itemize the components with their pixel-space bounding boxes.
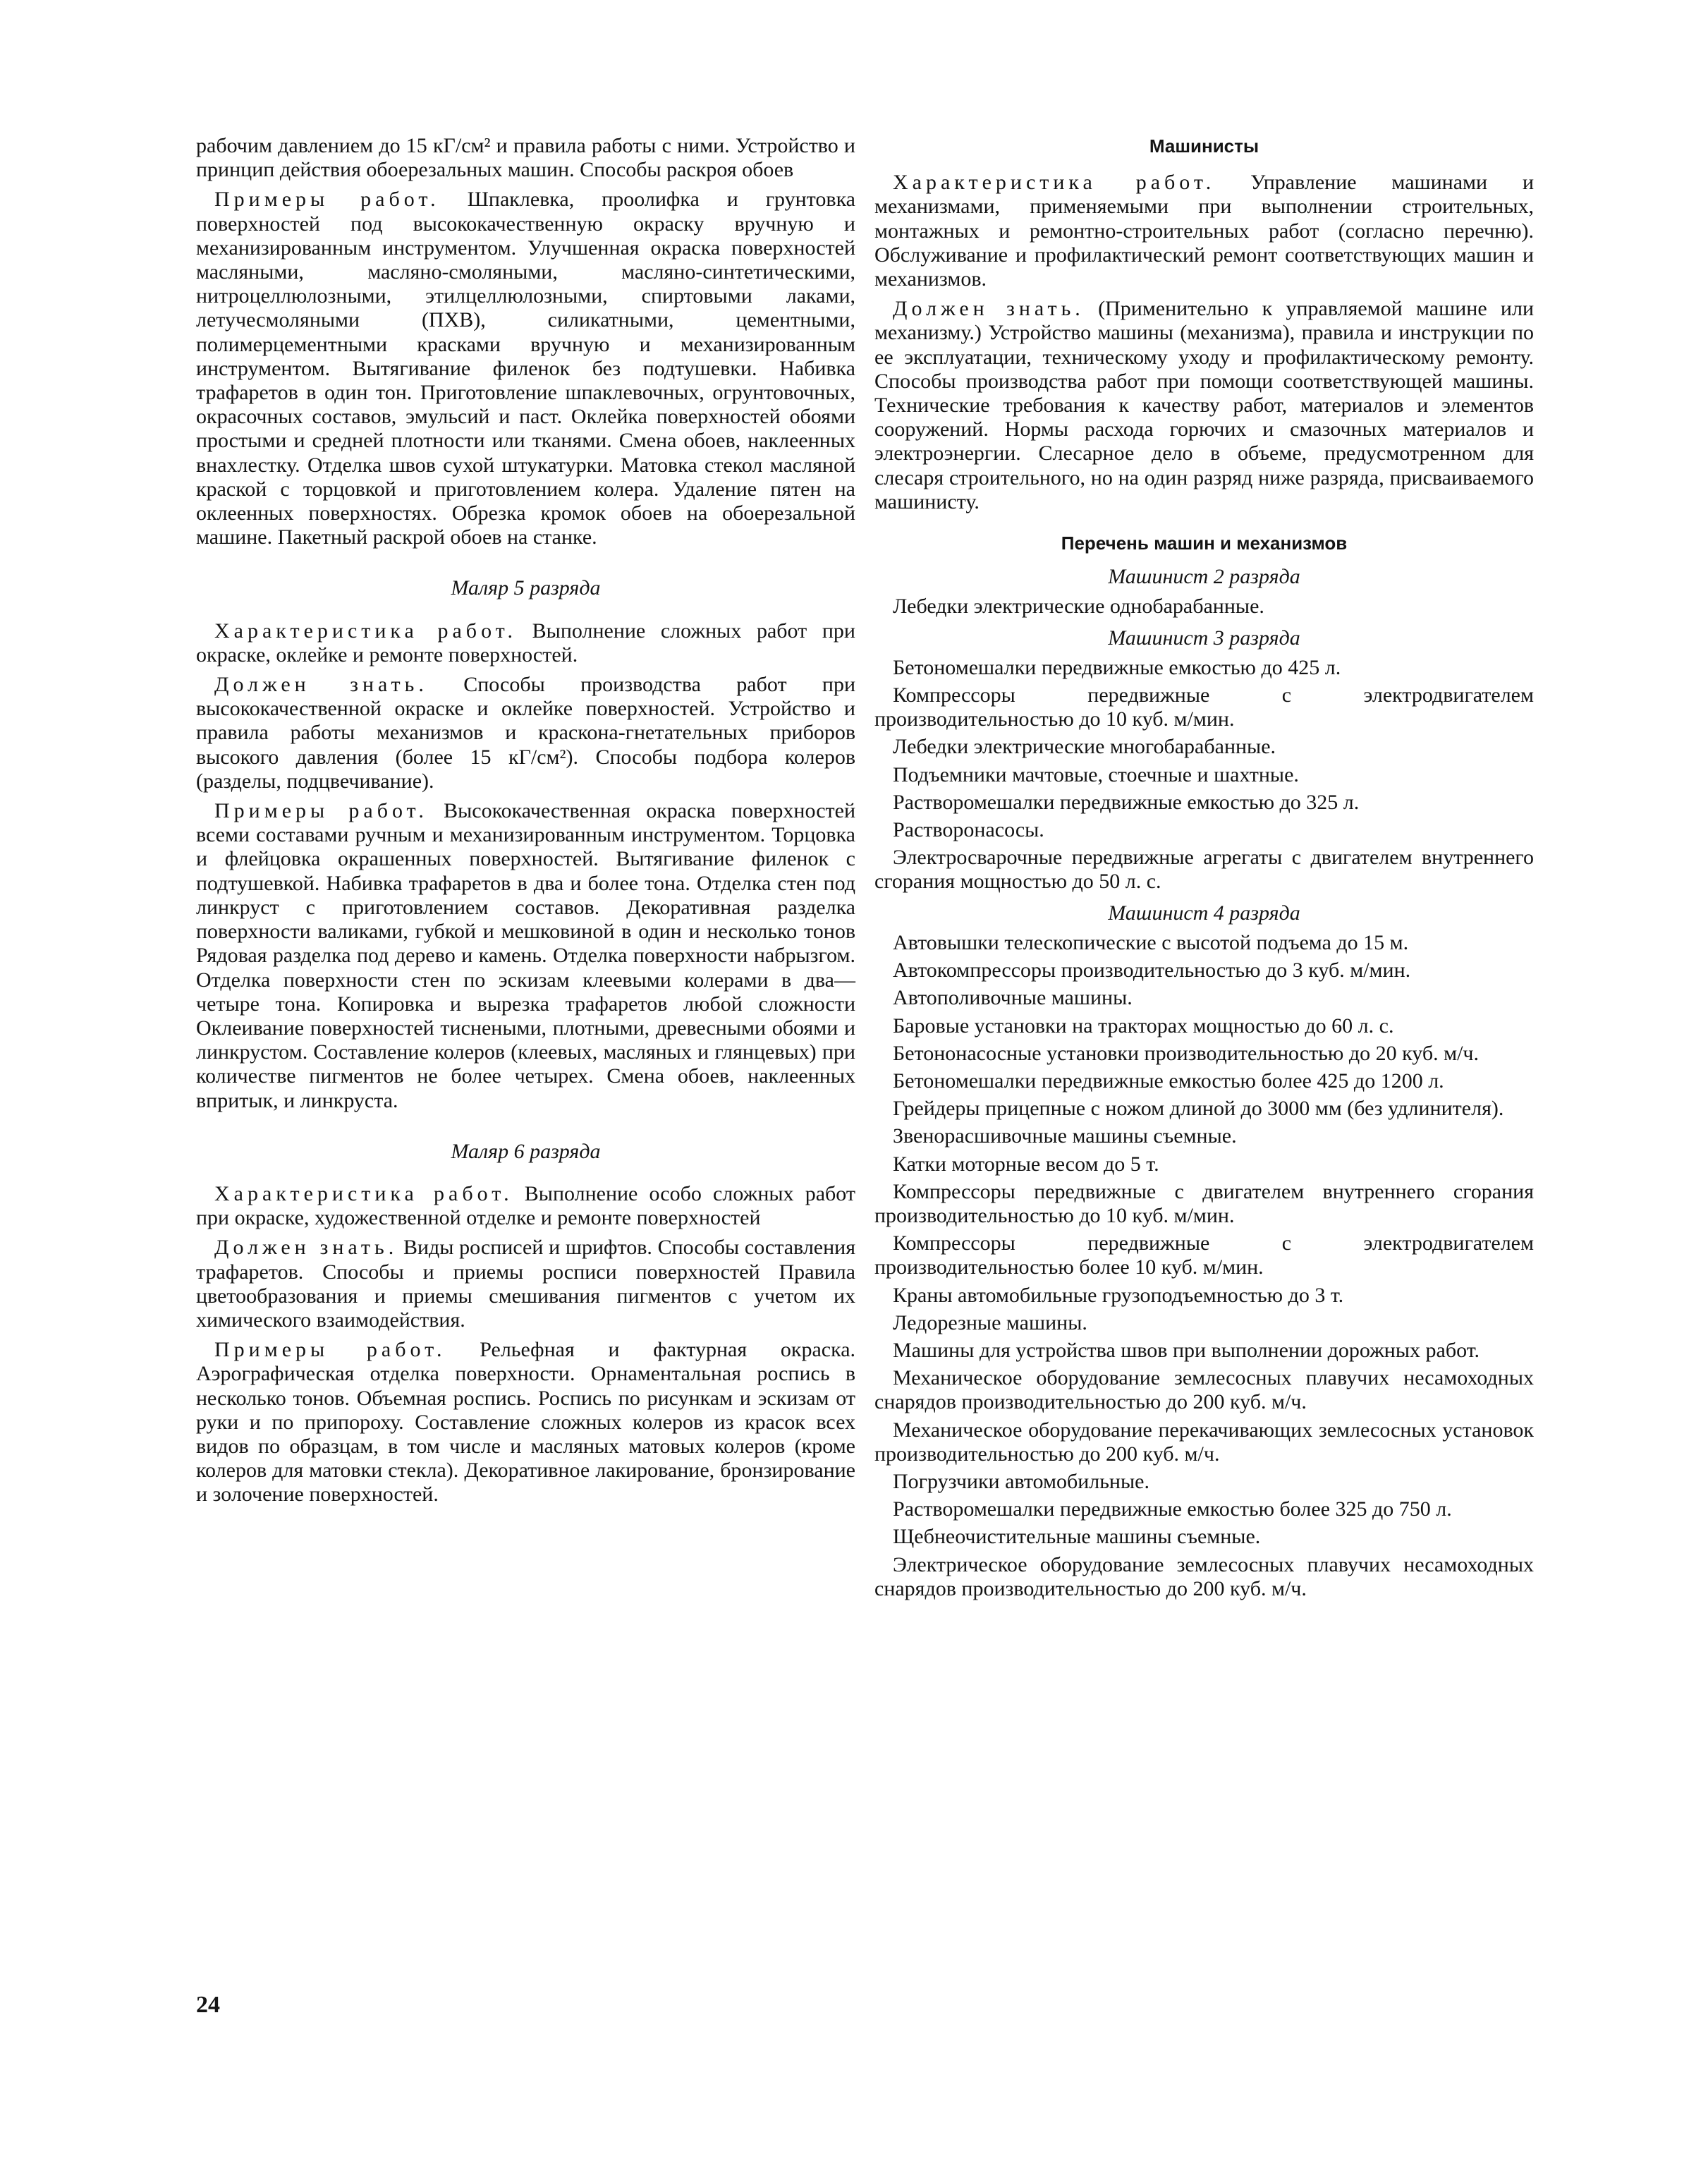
paragraph-lead: Характеристика работ. bbox=[214, 619, 518, 643]
machine-item: Баровые установки на тракторах мощностью до 60 л. с. bbox=[893, 1014, 1394, 1038]
machine-list-grade-4 bbox=[874, 931, 1534, 1601]
grade-heading-4: Машинист 4 разряда bbox=[1108, 901, 1300, 925]
machine-item: Лебедки электрические однобарабанные. bbox=[893, 595, 1264, 619]
machine-item: Автополивочные машины. bbox=[893, 986, 1133, 1010]
machine-item: Растворонасосы. bbox=[893, 818, 1044, 842]
section-heading-painter-5: Маляр 5 разряда bbox=[451, 576, 601, 600]
paragraph-text: Рельефная и фактурная окраска. Аэрографическая отделка поверхности. Орнаментальная роспись в несколько тонов. Объемная роспись. Роспись по рисункам и эскизам от руки и по припороху. Составление сложных колеров из красок всех видов по образцам, в том числе и масляных матовых колеров (кроме колеров для матовки стекла). Декоративное лакирование, бронзирование и золочение поверхностей. bbox=[196, 1338, 856, 1507]
machine-item: Компрессоры передвижные с электродвигателем производительностью более 10 куб. м/мин. bbox=[874, 1231, 1534, 1279]
right-column bbox=[874, 134, 1534, 1605]
paragraph bbox=[196, 619, 855, 667]
machine-item: Автовышки телескопические с высотой подъема до 15 м. bbox=[893, 930, 1409, 954]
machine-item: Лебедки электрические многобарабанные. bbox=[893, 735, 1276, 759]
machine-item: Компрессоры передвижные с электродвигателем производительностью до 10 куб. м/мин. bbox=[874, 683, 1534, 731]
paragraph bbox=[874, 171, 1534, 291]
paragraph-text: Управление машинами и механизмами, применяемыми при выполнении строительных, монтажных и ремонтно-строительных работ (согласно перечню). Обслуживание и профилактический ремонт соответствующих машин и механизмов. bbox=[874, 171, 1534, 291]
section-title-machinists: Машинисты bbox=[1149, 135, 1259, 157]
paragraph-text: (Применительно к управляемой машине или механизму.) Устройство машины (механизма), правила и инструкции по ее эксплуатации, техническому уходу и профилактическому ремонту. Способы производства работ при помощи соответствующей машины. Технические требования к качеству работ, материалов и элементов сооружений. Нормы расхода горючих и смазочных материалов и электроэнергии. Слесарное дело в объеме, предусмотренном для слесаря строительного, но на один разряд ниже разряда, присваиваемого машинисту. bbox=[874, 297, 1534, 513]
machine-item: Электросварочные передвижные агрегаты с двигателем внутреннего сгорания мощностью до 50 л. с. bbox=[874, 846, 1534, 894]
paragraph-lead: Характеристика работ. bbox=[214, 1181, 513, 1205]
machine-item: Ледорезные машины. bbox=[893, 1310, 1087, 1334]
machine-item: Катки моторные весом до 5 т. bbox=[893, 1152, 1159, 1176]
paragraph-text: Высококачественная окраска поверхностей всеми составами ручным и механизированным инструментом. Торцовка и флейцовка окрашенных поверхностей. Вытягивание филенок с подтушевкой. Набивка трафаретов в два и более тона. Отделка стен под линкруст с приготовлением составов. Декоративная разделка поверхности валиками, губкой и мешковиной в один и несколько тонов Рядовая разделка под дерево и камень. Отделка поверхности набрызгом. Отделка поверхности стен по эскизам клеевыми колерами в два—четыре тона. Копировка и вырезка трафаретов любой сложности Оклеивание поверхностей тиснеными, плотными, древесными обоями и линкрустом. Составление колеров (клеевых, масляных и глянцевых) при количестве пигментов не более четырех. Смена обоев, наклеенных впритык, и линкруста. bbox=[196, 799, 855, 1112]
paragraph-lead: Должен знать. bbox=[893, 297, 1085, 321]
machine-item: Электрическое оборудование землесосных плавучих несамоходных снарядов производительностью до 200 куб. м/ч. bbox=[874, 1552, 1534, 1600]
paragraph-text: Шпаклевка, проолифка и грунтовка поверхностей под высококачественную окраску вручную и механизированным инструментом. Улучшенная окраска поверхностей масляными, масляно-смоляными, масляно-синтетическими, нитроцеллюлозными, этилцеллюлозными, спиртовыми лаками, летучесмоляными (ПХВ), силикатными, цементными, полимерцементными красками вручную и механизированным инструментом. Вытягивание филенок без подтушевки. Набивка трафаретов в один тон. Приготовление шпаклевочных, огрунтовочных, окрасочных составов, эмульсий и паст. Оклейка поверхностей обоями простыми и средней плотности или тканями. Смена обоев, наклеенных внахлестку. Отделка швов сухой штукатурки. Матовка стекол масляной краской с торцовкой и приготовлением колера. Удаление пятен на оклеенных поверхностях. Обрезка кромок обоев на обоерезальной машине. Пакетный раскрой обоев на станке. bbox=[196, 188, 856, 549]
list-title-machines: Перечень машин и механизмов bbox=[1061, 533, 1348, 554]
machine-item: Механическое оборудование землесосных плавучих несамоходных снарядов производительностью до 200 куб. м/ч. bbox=[874, 1366, 1534, 1414]
machine-item: Щебнеочистительные машины съемные. bbox=[893, 1525, 1261, 1549]
machine-item: Краны автомобильные грузоподъемностью до 3 т. bbox=[893, 1283, 1344, 1307]
machine-item: Погрузчики автомобильные. bbox=[893, 1469, 1149, 1493]
machine-item: Растворомешалки передвижные емкостью более 325 до 750 л. bbox=[893, 1497, 1452, 1521]
paragraph-lead: Примеры работ. bbox=[214, 188, 440, 212]
paragraph bbox=[196, 1182, 855, 1230]
machine-list-grade-3 bbox=[874, 656, 1534, 894]
grade-heading-2: Машинист 2 разряда bbox=[1108, 565, 1300, 589]
machine-item: Машины для устройства швов при выполнении дорожных работ. bbox=[893, 1338, 1480, 1362]
paragraph-lead: Примеры работ. bbox=[214, 1338, 446, 1362]
grade-heading-3: Машинист 3 разряда bbox=[1108, 626, 1300, 650]
machine-item: Грейдеры прицепные с ножом длиной до 3000 мм (без удлинителя). bbox=[893, 1097, 1504, 1121]
machine-item: Растворомешалки передвижные емкостью до 325 л. bbox=[893, 790, 1360, 814]
machine-item: Компрессоры передвижные с двигателем внутреннего сгорания производительностью до 10 куб. м/мин. bbox=[874, 1179, 1534, 1227]
paragraph-text: Способы производства работ при высококачественной окраске и оклейке поверхностей. Устройство и правила работы механизмов и краскона-гнетательных приборов высокого давления (более 15 кГ/см²). Способы подбора колеров (разделы, подцвечивание). bbox=[196, 673, 856, 793]
paragraph-text: Выполнение сложных работ при окраске, оклейке и ремонте поверхностей. bbox=[196, 619, 855, 667]
paragraph-lead: Примеры работ. bbox=[214, 799, 428, 823]
paragraph bbox=[196, 188, 855, 549]
paragraph bbox=[196, 1338, 855, 1507]
machine-item: Бетономешалки передвижные емкостью более 425 до 1200 л. bbox=[893, 1069, 1444, 1093]
paragraph-lead: Должен знать. bbox=[214, 1236, 398, 1260]
machine-item: Механическое оборудование перекачивающих землесосных установок производительностью до 200 куб. м/ч. bbox=[874, 1418, 1534, 1466]
paragraph bbox=[874, 297, 1534, 514]
paragraph bbox=[196, 673, 855, 793]
machine-item: Автокомпрессоры производительностью до 3 куб. м/мин. bbox=[893, 959, 1411, 982]
page-number: 24 bbox=[196, 1992, 220, 2018]
paragraph bbox=[196, 799, 855, 1113]
paragraph-text: Виды росписей и шрифтов. Способы составления трафаретов. Способы и приемы росписи поверхностей Правила цветообразования и приемы смешивания пигментов с учетом их химического взаимодействия. bbox=[196, 1236, 856, 1332]
paragraph-text: Выполнение особо сложных работ при окраске, художественной отделке и ремонте поверхностей bbox=[196, 1181, 855, 1230]
machine-item: Звенорасшивочные машины съемные. bbox=[893, 1124, 1237, 1148]
machine-list-grade-2 bbox=[874, 595, 1534, 619]
paragraph bbox=[196, 1236, 855, 1332]
paragraph-lead: Должен знать. bbox=[214, 673, 428, 697]
machine-item: Бетононасосные установки производительностью до 20 куб. м/ч. bbox=[893, 1041, 1480, 1065]
machine-item: Подъемники мачтовые, стоечные и шахтные. bbox=[893, 762, 1299, 786]
paragraph: рабочим давлением до 15 кГ/см² и правила работы с ними. Устройство и принцип действия обоерезальных машин. Способы раскроя обоев bbox=[196, 134, 855, 182]
paragraph-lead: Характеристика работ. bbox=[893, 171, 1216, 195]
left-column bbox=[196, 134, 855, 1513]
section-heading-painter-6: Маляр 6 разряда bbox=[451, 1139, 601, 1163]
machine-item: Бетономешалки передвижные емкостью до 425 л. bbox=[893, 655, 1341, 679]
